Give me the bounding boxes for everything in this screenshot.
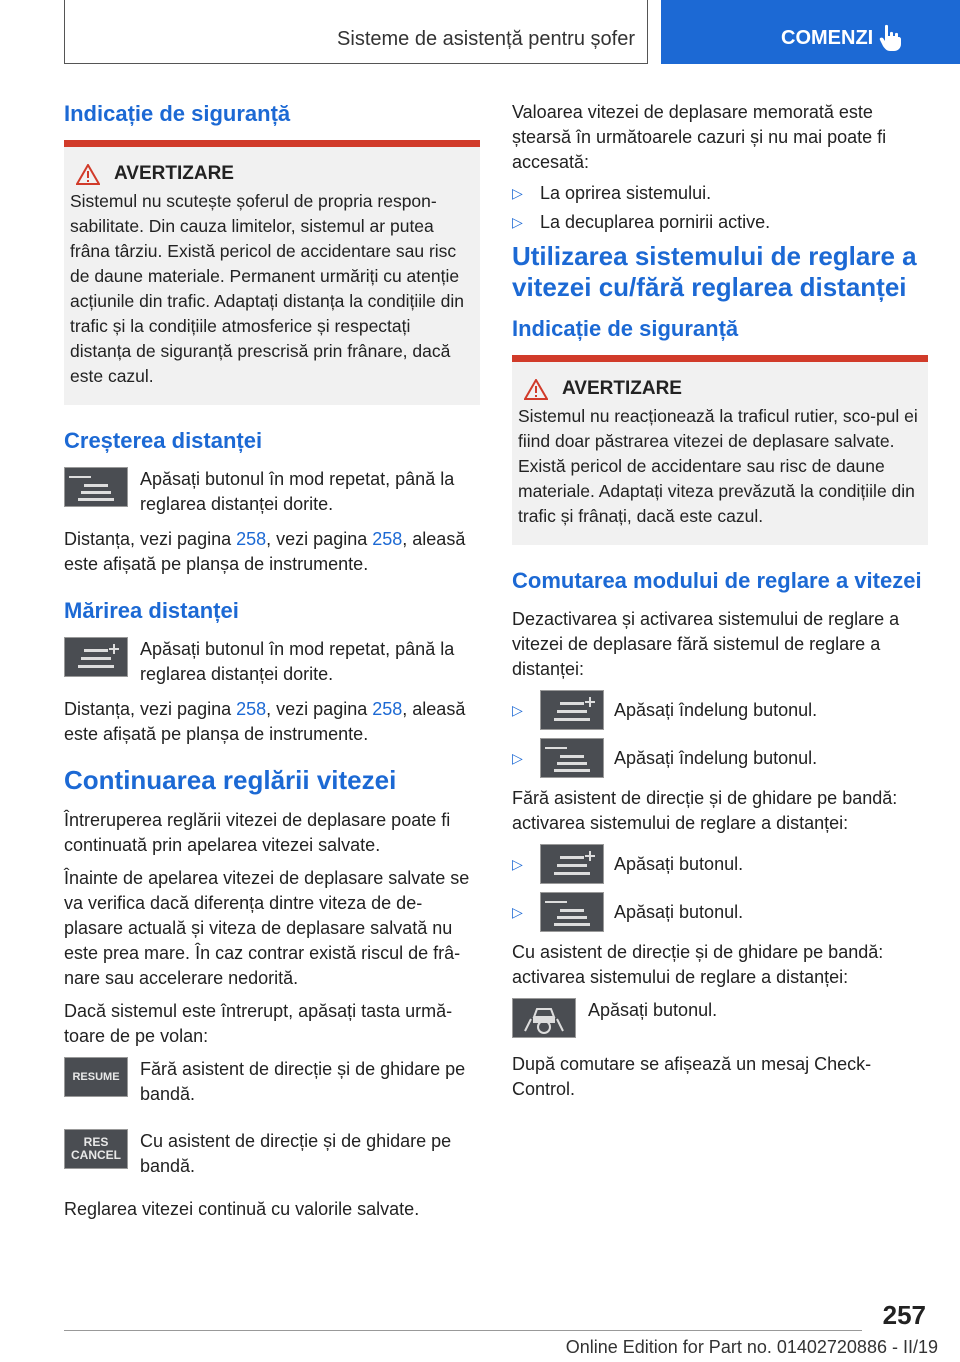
bullet-triangle-icon: ▷ [512, 749, 523, 766]
increase-distance-text: Apăsați butonul în mod repetat, până la reglarea distanței dorite. [140, 469, 455, 514]
warning-triangle-icon [76, 164, 100, 185]
distance-increase-button-icon [64, 637, 128, 677]
list-item: ▷ Apăsați butonul. [512, 844, 928, 884]
distance-decrease-button-icon [64, 467, 128, 507]
warning-triangle-icon [524, 379, 548, 400]
switch-paragraph-3: Cu asistent de direcție și de ghidare pe bandă: activarea sistemului de reglare a distanței: [512, 942, 884, 987]
warning-box-right [512, 355, 928, 545]
bullet-triangle-icon: ▷ [512, 701, 523, 718]
list-item: ▷ Apăsați îndelung butonul. [512, 690, 928, 730]
rescancel-label-1: RES [83, 1135, 109, 1149]
increase-distance-row [64, 467, 480, 517]
footer-divider [64, 1330, 862, 1331]
bullet-triangle-icon: ▷ [512, 903, 523, 920]
heading-continue-speed: Continuarea reglării vitezei [64, 765, 397, 795]
page-number: 257 [882, 1300, 926, 1330]
header-section-title: Sisteme de asistență pentru șofer [337, 28, 635, 50]
warning-text: Sistemul nu reacționează la traficul rutier, sco-pul ei fiind doar păstrarea vitezei de deplasare salvate. Există pericol de accidentare sau risc de daune materiale. Adaptați viteza prevăzută la condițiile din trafic și frânați, dacă este cazul. [518, 406, 918, 526]
rescancel-button-icon [64, 1129, 128, 1169]
continue-paragraph-1: Întreruperea reglării vitezei de deplasare poate fi continuată prin apelarea vitezei salvate. [64, 810, 451, 855]
assist-button-row [512, 998, 928, 1038]
page-link[interactable]: 258 [372, 699, 403, 719]
enlarge-distance-text: Apăsați butonul în mod repetat, până la reglarea distanței dorite. [140, 639, 455, 684]
left-column [64, 100, 480, 1230]
heading-enlarge-distance: Mărirea distanței [64, 598, 239, 623]
page-link[interactable]: 258 [236, 529, 267, 549]
hand-pointer-icon [879, 24, 903, 52]
page-link[interactable]: 258 [236, 699, 267, 719]
distance-increase-button-icon [540, 690, 604, 730]
continue-paragraph-2: Înainte de apelarea vitezei de deplasare salvate se va verifica dacă diferența dintre viteza de de-plasare actuală și viteza de deplasare salvată nu este prea mare. În caz contrar există riscul de frâ-nare sau accelerare nedorită. [64, 868, 470, 988]
header-section-box [64, 0, 648, 64]
switch-paragraph-2: Fără asistent de direcție și de ghidare pe bandă: activarea sistemului de reglare a distanței: [512, 788, 898, 833]
speed-memory-paragraph: Valoarea vitezei de deplasare memorată este ștearsă în următoarele cazuri și nu mai poate fi accesată: [512, 102, 887, 172]
heading-switch-mode: Comutarea modului de reglare a vitezei [512, 568, 922, 593]
switch-paragraph-4: După comutare se afișează un mesaj Check-Control. [512, 1054, 872, 1099]
list-item: ▷ Apăsați butonul. [512, 892, 928, 932]
warning-header [518, 378, 922, 400]
resume-button-icon [64, 1057, 128, 1097]
switch-paragraph-1: Dezactivarea și activarea sistemului de reglare a vitezei de deplasare fără sistemul de reglare a distanței: [512, 609, 900, 679]
assist-button-text: Apăsați butonul. [588, 1000, 718, 1020]
bullet-triangle-icon: ▷ [512, 214, 523, 230]
heading-safety-right: Indicație de siguranță [512, 316, 739, 341]
bullet-triangle-icon: ▷ [512, 185, 523, 201]
rescancel-label-2: CANCEL [71, 1148, 121, 1162]
list-item: ▷ La oprirea sistemului. [512, 183, 712, 203]
distance-decrease-button-icon [540, 738, 604, 778]
warning-title: AVERTIZARE [114, 163, 234, 184]
heading-safety-left: Indicație de siguranță [64, 101, 291, 126]
footer-edition: Online Edition for Part no. 01402720886 - II/19 [565, 1337, 938, 1357]
tab-comenzi-label: COMENZI [781, 27, 874, 49]
distance-increase-button-icon [540, 844, 604, 884]
right-column [512, 100, 928, 1110]
enlarge-distance-row [64, 637, 480, 687]
resume-text: Fără asistent de direcție și de ghidare pe bandă. [140, 1059, 466, 1104]
list-item: ▷ La decuplarea pornirii active. [512, 212, 771, 232]
resume-label: RESUME [72, 1071, 120, 1083]
driving-assistant-button-icon [512, 998, 576, 1038]
tab-comenzi[interactable] [661, 0, 960, 64]
rescancel-text: Cu asistent de direcție și de ghidare pe bandă. [140, 1131, 452, 1176]
distance-paragraph-2: Distanța, vezi pagina 258, vezi pagina 258, aleasă este afișată pe planșa de instrumente. [64, 699, 466, 744]
heading-increase-distance: Creșterea distanței [64, 428, 263, 453]
warning-box-left [64, 140, 480, 405]
bullet-triangle-icon: ▷ [512, 855, 523, 872]
continue-paragraph-4: Reglarea vitezei continuă cu valorile salvate. [64, 1199, 420, 1219]
distance-paragraph-1: Distanța, vezi pagina 258, vezi pagina 258, aleasă este afișată pe planșa de instrumente. [64, 529, 466, 574]
rescancel-row [64, 1129, 480, 1179]
list-item: ▷ Apăsați îndelung butonul. [512, 738, 928, 778]
continue-paragraph-3: Dacă sistemul este întrerupt, apăsați tasta urmă-toare de pe volan: [64, 1001, 453, 1046]
warning-text: Sistemul nu scutește șoferul de propria respon-sabilitate. Din cauza limitelor, sistemul ar putea frâna târziu. Există pericol de accidentare sau risc de daune materiale. Permanent urmăriți cu atenție acțiunile din trafic. Adaptați distanța la condițiile din trafic și la condițiile atmosferice și respectați distanța de siguranță prescrisă prin frânare, dacă este cazul. [70, 191, 464, 386]
warning-title: AVERTIZARE [562, 378, 682, 399]
resume-row [64, 1057, 480, 1107]
heading-use-system: Utilizarea sistemului de reglare a vitezei cu/fără reglarea distanței [512, 241, 917, 302]
page-link[interactable]: 258 [372, 529, 403, 549]
distance-decrease-button-icon [540, 892, 604, 932]
warning-header [70, 163, 474, 185]
